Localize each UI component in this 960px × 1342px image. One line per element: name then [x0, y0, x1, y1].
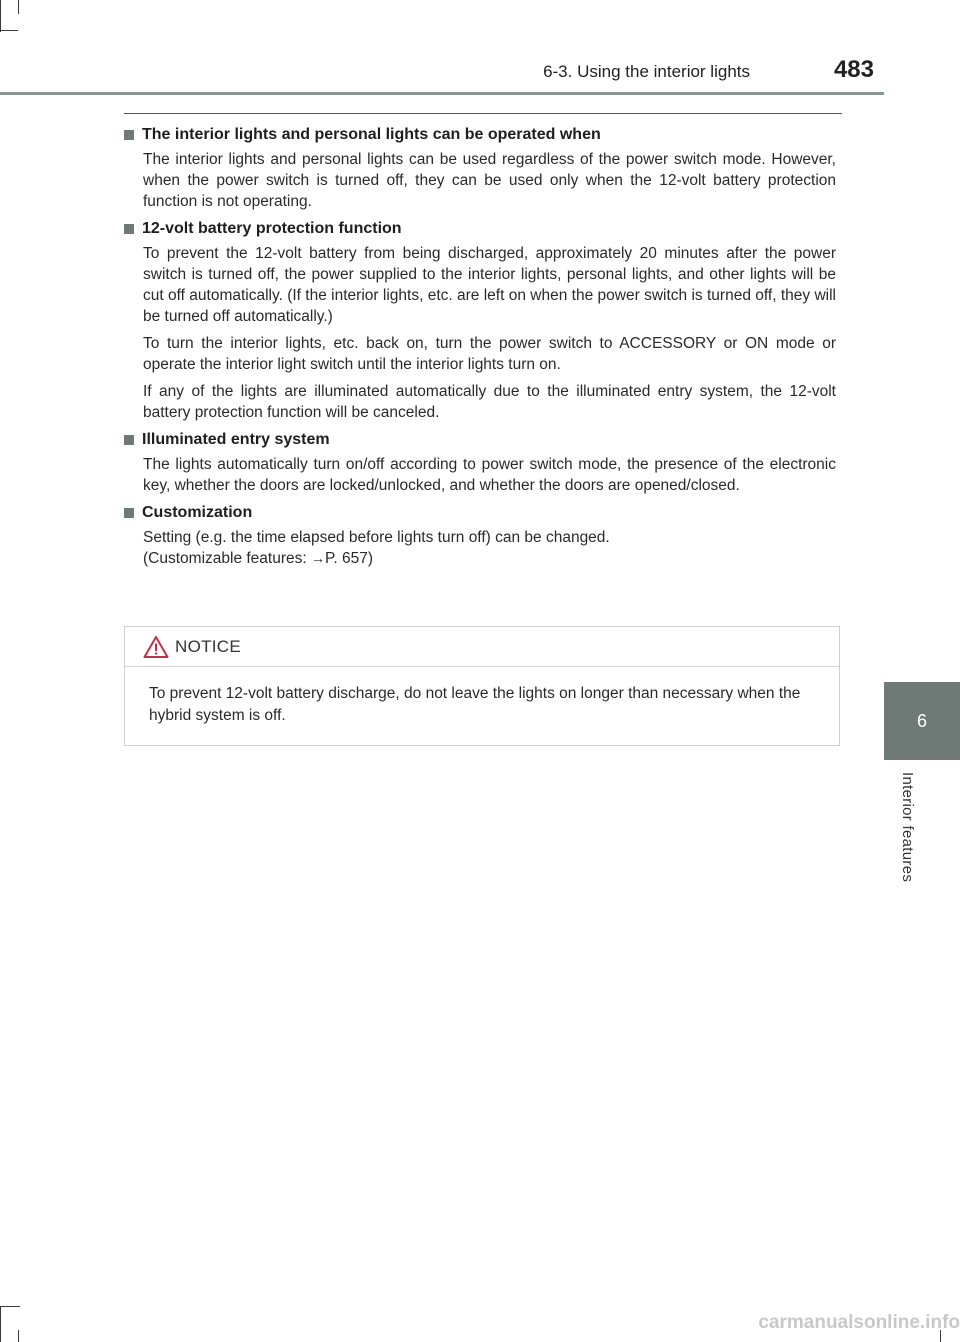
watermark: carmanualsonline.info [758, 1312, 960, 1333]
section-operation-conditions [124, 124, 836, 212]
notice-title: NOTICE [175, 636, 242, 656]
warning-triangle-icon [143, 635, 169, 659]
header-rule [0, 92, 884, 95]
section-paragraph: The lights automatically turn on/off according to power switch mode, the presence of the electronic key, whether the doors are locked/unlocked, and whether the doors are opened/closed. [143, 456, 836, 494]
content-rule [124, 113, 842, 114]
section-paragraph: The interior lights and personal lights can be used regardless of the power switch mode. However, when the power switch is turned off, they can be used only when the 12-volt battery protection function is not operating. [143, 151, 836, 210]
square-bullet-icon [124, 508, 134, 518]
square-bullet-icon [124, 224, 134, 234]
section-battery-protection [124, 218, 836, 423]
chapter-tab [884, 682, 960, 760]
arrow-right-icon: → [311, 550, 325, 566]
section-heading: Illuminated entry system [124, 429, 836, 451]
section-paragraph: To prevent the 12-volt battery from being discharged, approximately 20 minutes after the power switch is turned off, the power supplied to the interior lights, personal lights, and other lights will be cut off automatically. (If the interior lights, etc. are left on when the power switch is turned off, they will be turned off automatically.) [143, 245, 836, 325]
chapter-section-title: 6-3. Using the interior lights [543, 62, 750, 81]
notice-header [125, 627, 839, 667]
page-content [124, 124, 836, 575]
chapter-title-vertical: Interior features [899, 772, 916, 883]
section-heading: 12-volt battery protection function [124, 218, 836, 240]
section-illuminated-entry [124, 429, 836, 496]
crop-mark [0, 0, 1, 32]
section-paragraph: If any of the lights are illuminated automatically due to the illuminated entry system, the 12-volt battery protection function will be canceled. [143, 383, 836, 421]
section-heading: Customization [124, 502, 836, 524]
crop-mark [0, 1306, 20, 1307]
section-heading: The interior lights and personal lights can be operated when [124, 124, 836, 146]
crop-mark [0, 30, 18, 31]
crop-mark [18, 0, 19, 14]
page-reference-link[interactable]: P. 657 [325, 550, 368, 567]
crop-mark [18, 1330, 19, 1342]
section-customization [124, 502, 836, 569]
square-bullet-icon [124, 435, 134, 445]
section-paragraph: To turn the interior lights, etc. back on, turn the power switch to ACCESSORY or ON mode or operate the interior light switch until the interior lights turn on. [143, 335, 836, 373]
page-number: 483 [833, 56, 874, 83]
crop-mark [0, 1306, 1, 1342]
section-paragraph: Setting (e.g. the time elapsed before lights turn off) can be changed. (Customizable features: →P. 657) [143, 529, 610, 567]
square-bullet-icon [124, 130, 134, 140]
chapter-number: 6 [916, 710, 927, 731]
notice-body: To prevent 12-volt battery discharge, do not leave the lights on longer than necessary when the hybrid system is off. [149, 685, 801, 724]
notice-box [124, 626, 840, 746]
